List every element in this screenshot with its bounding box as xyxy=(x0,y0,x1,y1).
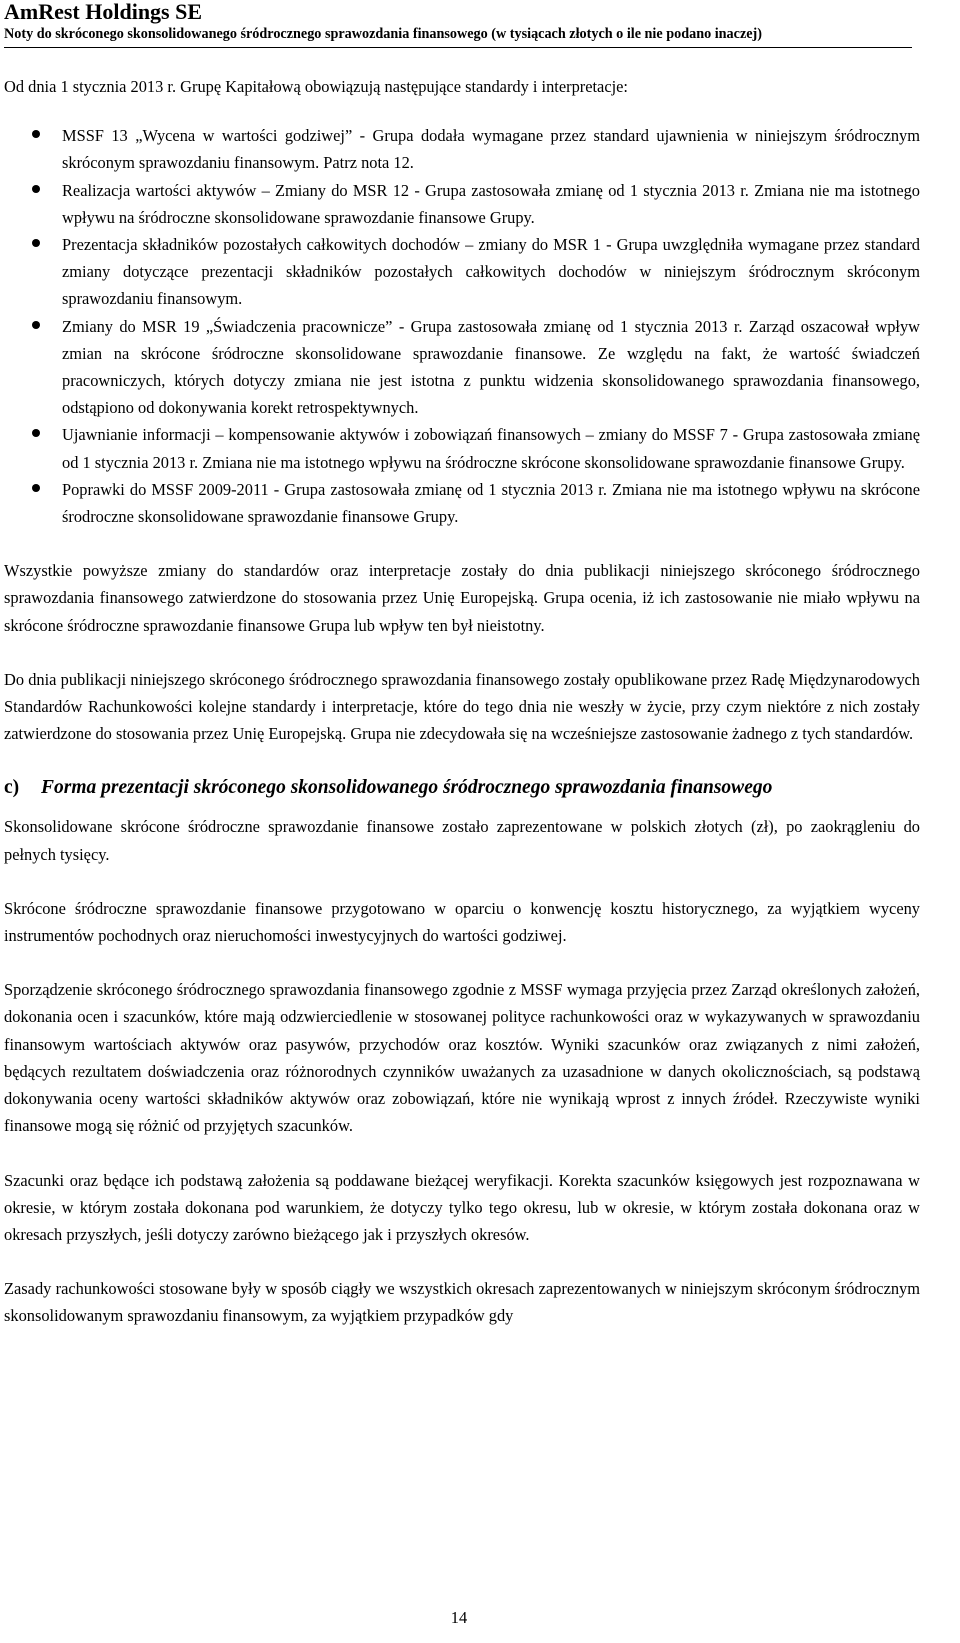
list-item xyxy=(4,231,920,313)
list-item-text: Prezentacja składników pozostałych całkowitych dochodów – zmiany do MSR 1 - Grupa uwzględniła wymagane przez standard zmiany dotyczące prezentacji składników pozostałych całkowitych dochodów w niniejszym śródrocznym skróconym sprawozdaniu finansowym. xyxy=(62,235,920,309)
list-item xyxy=(4,421,920,475)
body-paragraph: Szacunki oraz będące ich podstawą założenia są poddawane bieżącej weryfikacji. Korekta szacunków księgowych jest rozpoznawana w okresie, w którym została dokonana pod warunkiem, że dotyczy tylko tego okresu, lub w okresie, w którym została dokonana oraz w okresach przyszłych, jeśli dotyczy zarówno bieżącego jak i przyszłych okresów. xyxy=(4,1170,920,1244)
section-letter: c) xyxy=(4,777,20,799)
list-item xyxy=(4,177,920,231)
page-number: 14 xyxy=(450,1608,468,1627)
list-item-text: Ujawnianie informacji – kompensowanie aktywów i zobowiązań finansowych – zmiany do MSSF 7 - Grupa zastosowała zmianę od 1 stycznia 2013 r. Zmiana nie ma istotnego wpływu na śródroczne skrócone skonsolidowane sprawozdanie finansowe Grupy. xyxy=(62,425,920,472)
list-item xyxy=(4,313,920,422)
body-paragraph: Skrócone śródroczne sprawozdanie finansowe przygotowano w oparciu o konwencję kosztu historycznego, za wyjątkiem wyceny instrumentów pochodnych oraz nieruchomości inwestycyjnych do wartości godziwej. xyxy=(4,898,920,946)
body-paragraph: Zasady rachunkowości stosowane były w sposób ciągły we wszystkich okresach zaprezentowanych w niniejszym skróconym śródrocznym skonsolidowanym sprawozdaniu finansowym, za wyjątkiem przypadków gdy xyxy=(4,1279,920,1326)
list-item-text: Poprawki do MSSF 2009-2011 - Grupa zastosowała zmianę od 1 stycznia 2013 r. Zmiana nie ma istotnego wpływu na skrócone środroczne skonsolidowane sprawozdanie finansowe Grupy. xyxy=(62,479,920,527)
document-subtitle: Noty do skróconego skonsolidowanego śródrocznego sprawozdania finansowego (w tysiącach złotych o ile nie podano inaczej) xyxy=(4,26,762,42)
bullet-icon xyxy=(32,185,40,193)
section-heading xyxy=(4,774,920,802)
bullet-icon xyxy=(32,484,40,492)
intro-paragraph: Od dnia 1 stycznia 2013 r. Grupę Kapitałową obowiązują następujące standardy i interpretacje: xyxy=(4,77,628,96)
bullet-icon xyxy=(32,239,40,247)
list-item-text: MSSF 13 „Wycena w wartości godziwej” - Grupa dodała wymagane przez standard ujawnienia w niniejszym śródrocznym skróconym sprawozdaniu finansowym. Patrz nota 12. xyxy=(62,126,920,173)
list-item xyxy=(4,476,920,530)
body-paragraph: Wszystkie powyższe zmiany do standardów oraz interpretacje zostały do dnia publikacji niniejszego skróconego śródrocznego sprawozdania finansowego zatwierdzone do stosowania przez Unię Europejską. Grupa ocenia, iż ich zastosowanie nie miało wpływu na skrócone śródroczne sprawozdanie finansowe Grupa lub wpływ ten był nieistotny. xyxy=(4,561,920,635)
document-body xyxy=(4,73,920,1357)
section-title: Forma prezentacji skróconego skonsolidowanego śródrocznego sprawozdania finansowego xyxy=(41,777,773,799)
body-paragraph: Sporządzenie skróconego śródrocznego sprawozdania finansowego zgodnie z MSSF wymaga przyjęcia przez Zarząd określonych założeń, dokonania ocen i szacunków, które mają odzwierciedlenie w stosowanej polityce rachunkowości oraz w wykazywanych w sprawozdaniu finansowym wartościach aktywów oraz pasywów, przychodów oraz kosztów. Wyniki szacunków oraz związanych z nimi założeń, będących rezultatem doświadczenia oraz różnorodnych czynników uważanych za uzasadnione w danych okolicznościach, są podstawą dokonywania oceny wartości składników aktywów oraz zobowiązań, które nie wynikają wprost z innych źródeł. Rzeczywiste wyniki finansowe mogą się różnić od przyjętych szacunków. xyxy=(4,980,920,1136)
list-item xyxy=(4,122,920,176)
list-item-text: Zmiany do MSR 19 „Świadczenia pracownicze” - Grupa zastosowała zmianę od 1 stycznia 2013 r. Zarząd oszacował wpływ zmian na skrócone śródroczne skonsolidowane sprawozdanie finansowe. Ze względu na fakt, że wartość świadczeń pracowniczych, których dotyczy zmiana nie jest istotna z punktu widzenia skonsolidowanego sprawozdania finansowego, odstąpiono od dokonywania korekt retrospektywnych. xyxy=(62,316,920,418)
company-name: AmRest Holdings SE xyxy=(4,0,203,24)
body-paragraph: Skonsolidowane skrócone śródroczne sprawozdanie finansowe zostało zaprezentowane w polskich złotych (zł), po zaokrągleniu do pełnych tysięcy. xyxy=(4,817,920,864)
standards-list xyxy=(4,122,920,530)
header-divider xyxy=(4,47,912,48)
bullet-icon xyxy=(32,130,40,138)
bullet-icon xyxy=(32,429,40,437)
list-item-text: Realizacja wartości aktywów – Zmiany do MSR 12 - Grupa zastosowała zmianę od 1 stycznia 2013 r. Zmiana nie ma istotnego wpływu na śródroczne skonsolidowane sprawozdanie finansowe Grupy. xyxy=(62,180,920,227)
body-paragraph: Do dnia publikacji niniejszego skróconego śródrocznego sprawozdania finansowego zostały opublikowane przez Radę Międzynarodowych Standardów Rachunkowości kolejne standardy i interpretacje, które do tego dnia nie weszły w życie, przy czym niektóre z nich zostały zatwierdzone do stosowania przez Unię Europejską. Grupa nie zdecydowała się na wcześniejsze zastosowanie żadnego z tych standardów. xyxy=(4,669,920,744)
bullet-icon xyxy=(32,321,40,329)
